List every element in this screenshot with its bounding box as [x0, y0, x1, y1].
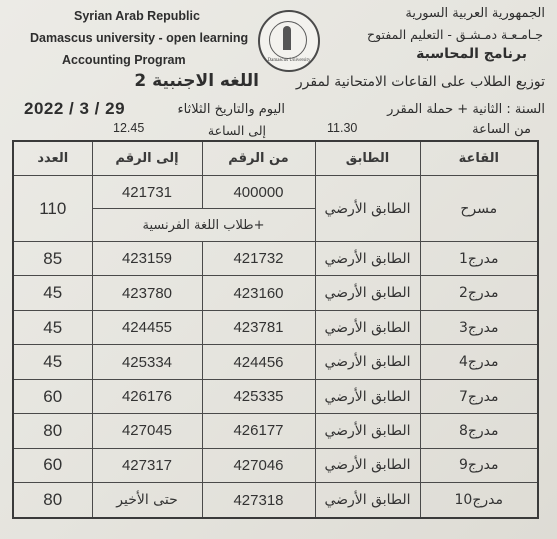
hall-cell: مدرج10: [420, 483, 538, 518]
table-header-row: [13, 141, 538, 176]
floor-cell: الطابق الأرضي: [315, 379, 420, 413]
count-cell: 80: [13, 414, 92, 448]
halls-table: [12, 140, 539, 519]
count-cell: 45: [13, 310, 92, 344]
university-en: Damascus university - open learning: [30, 31, 249, 45]
floor-cell: الطابق الأرضي: [315, 448, 420, 482]
country-en: Syrian Arab Republic: [74, 9, 200, 23]
floor-cell: الطابق الأرضي: [315, 310, 420, 344]
country-ar: الجمهورية العربية السورية: [405, 6, 545, 21]
count-cell: 110: [13, 176, 92, 242]
from-cell: 425335: [202, 379, 315, 413]
header-count: العدد: [13, 141, 92, 176]
time-to-label: إلى الساعة: [207, 123, 266, 138]
count-cell: 85: [13, 242, 92, 276]
from-cell: 400000: [202, 176, 315, 209]
note-cell: +طلاب اللغة الفرنسية: [92, 209, 315, 242]
distribution-title: توزيع الطلاب على القاعات الامتحانية لمقرر: [295, 74, 545, 90]
floor-cell: الطابق الأرضي: [315, 414, 420, 448]
year-info: السنة : الثانية + حملة المقرر: [387, 102, 545, 117]
from-cell: 423160: [202, 276, 315, 310]
from-cell: 421732: [202, 242, 315, 276]
count-cell: 45: [13, 345, 92, 379]
table-row: [13, 483, 538, 518]
floor-cell: الطابق الأرضي: [315, 483, 420, 518]
hall-cell: مسرح: [420, 176, 538, 242]
day-date-label: اليوم والتاريخ الثلاثاء: [177, 102, 285, 117]
count-cell: 45: [13, 276, 92, 310]
to-cell: 421731: [92, 176, 202, 209]
to-cell: 424455: [92, 310, 202, 344]
to-cell: 425334: [92, 345, 202, 379]
table-row: [13, 379, 538, 413]
count-cell: 60: [13, 379, 92, 413]
header-floor: الطابق: [315, 141, 420, 176]
header-from: من الرقم: [202, 141, 315, 176]
to-cell: 427045: [92, 414, 202, 448]
table-row: [13, 448, 538, 482]
to-cell: 427317: [92, 448, 202, 482]
university-logo: [258, 10, 320, 72]
table-row: [13, 345, 538, 379]
hall-cell: مدرج7: [420, 379, 538, 413]
time-from-label: من الساعة: [472, 122, 531, 137]
floor-cell: الطابق الأرضي: [315, 176, 420, 242]
hall-cell: مدرج4: [420, 345, 538, 379]
hall-cell: مدرج2: [420, 276, 538, 310]
to-cell: 423780: [92, 276, 202, 310]
to-cell: حتى الأخير: [92, 483, 202, 518]
floor-cell: الطابق الأرضي: [315, 242, 420, 276]
to-cell: 423159: [92, 242, 202, 276]
from-cell: 423781: [202, 310, 315, 344]
hall-cell: مدرج9: [420, 448, 538, 482]
from-cell: 427046: [202, 448, 315, 482]
logo-text: Damascus University: [267, 58, 311, 63]
table-row: [13, 414, 538, 448]
floor-cell: الطابق الأرضي: [315, 276, 420, 310]
hall-cell: مدرج8: [420, 414, 538, 448]
count-cell: 80: [13, 483, 92, 518]
from-cell: 427318: [202, 483, 315, 518]
hall-cell: مدرج3: [420, 310, 538, 344]
table-row: [13, 310, 538, 344]
from-cell: 424456: [202, 345, 315, 379]
exam-date: 2022 / 3 / 29: [24, 99, 126, 118]
header-hall: القاعة: [420, 141, 538, 176]
time-from: 11.30: [327, 121, 358, 135]
hall-cell: مدرج1: [420, 242, 538, 276]
count-cell: 60: [13, 448, 92, 482]
table-row: [13, 242, 538, 276]
header-to: إلى الرقم: [92, 141, 202, 176]
floor-cell: الطابق الأرضي: [315, 345, 420, 379]
from-cell: 426177: [202, 414, 315, 448]
university-ar: جـامـعـة دمـشـق - التعليم المفتوح: [367, 27, 543, 42]
table-row: [13, 176, 538, 209]
program-ar: برنامج المحاسبة: [416, 46, 527, 62]
program-en: Accounting Program: [62, 53, 186, 67]
table-row: [13, 276, 538, 310]
time-to: 12.45: [113, 121, 145, 135]
subject-name: اللغه الاجنبية 2: [134, 71, 259, 91]
to-cell: 426176: [92, 379, 202, 413]
